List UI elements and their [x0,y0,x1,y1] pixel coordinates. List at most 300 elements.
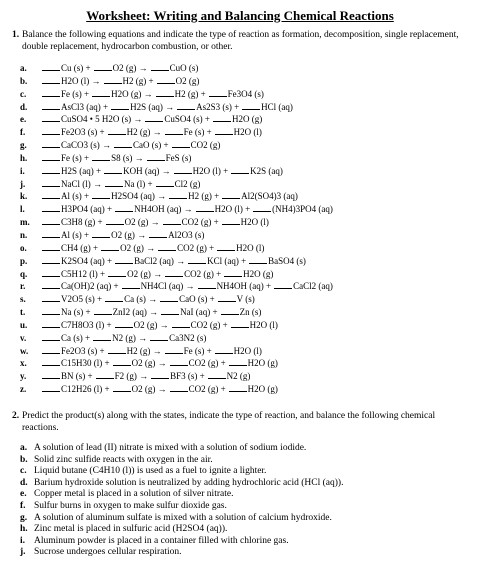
equation-terms [42,101,296,114]
equation-term: V (s) [236,294,255,305]
equation-term: NH4OH (aq) + [216,281,272,292]
equation-term: H2O (l) [240,217,269,228]
prediction-letter: a. [20,443,28,453]
coefficient-blank[interactable] [93,332,111,341]
equation-term: BaCl2 (aq) → [134,255,186,266]
prediction-text: A solution of aluminum sulfate is mixed with a solution of calcium hydroxide. [34,512,332,523]
equation-letter: y. [20,371,27,382]
equation-term: NH4Cl (aq) → [140,281,195,292]
equation-term: NaI (aq) + [180,307,218,318]
coefficient-blank[interactable] [174,165,192,174]
coefficient-blank[interactable] [115,255,133,264]
equation-letter: f. [20,127,26,138]
equation-term: H2 (g) → [126,127,162,138]
equation-term: Fe (s) + [61,88,90,99]
coefficient-blank[interactable] [165,126,183,135]
equation-letter: a. [20,63,27,73]
coefficient-blank[interactable] [94,306,112,315]
coefficient-blank[interactable] [170,383,188,392]
equation-terms [42,62,201,75]
equation-term: F2 (g) → [114,371,149,382]
equation-term: O2 (g) → [120,242,156,253]
equation-terms [42,126,265,139]
coefficient-blank[interactable] [42,293,60,302]
equation-letter: r. [20,281,26,292]
equation-term: H2 (g) → [126,345,162,356]
equation-row [22,88,462,101]
coefficient-blank[interactable] [165,345,183,354]
equation-term: Al (s) + [61,229,90,240]
equation-term: H2O (g) [247,384,278,395]
coefficient-blank[interactable] [42,62,60,71]
coefficient-blank[interactable] [108,268,126,277]
coefficient-blank[interactable] [215,126,233,135]
equation-terms [42,216,272,229]
equation-terms [42,88,267,101]
equation-row [22,126,462,139]
equation-terms [42,190,301,203]
equation-term: CO2 (g) + [188,384,226,395]
equation-term: Fe3O4 (s) [227,88,264,99]
coefficient-blank[interactable] [188,255,206,264]
coefficient-blank[interactable] [101,242,119,251]
coefficient-blank[interactable] [208,370,226,379]
equation-term: H2O (l) [236,242,265,253]
coefficient-blank[interactable] [42,88,60,97]
equation-term: KOH (aq) → [123,165,171,176]
equation-term: V2O5 (s) + [61,294,103,305]
equation-term: H3PO4 (aq) + [61,204,113,215]
equation-row [22,216,462,229]
coefficient-blank[interactable] [217,242,235,251]
equation-term: N2 (g) → [112,332,148,343]
equation-term: Ca (s) → [124,294,158,305]
prediction-text: Liquid butane (C4H10 (l)) is used as a fuel to ignite a lighter. [34,466,267,477]
coefficient-blank[interactable] [92,229,110,238]
equation-terms [42,357,281,370]
equation-terms [42,113,265,126]
equation-term: H2O (g) [243,268,274,279]
coefficient-blank[interactable] [104,165,122,174]
equation-term: Al2(SO4)3 (aq) [241,191,298,202]
coefficient-blank[interactable] [105,293,123,302]
prediction-text: Sulfur burns in oxygen to make sulfur dioxide gas. [34,500,227,511]
coefficient-blank[interactable] [209,88,227,97]
equation-term: CO2 (g) + [190,319,228,330]
equation-terms [42,178,203,191]
coefficient-blank[interactable] [42,383,60,392]
coefficient-blank[interactable] [229,383,247,392]
coefficient-blank[interactable] [160,293,178,302]
prediction-text: Barium hydroxide solution is neutralized by adding hydrochloric acid (HCl (aq)). [34,477,344,488]
equation-letter: g. [20,140,27,151]
question-2-text: Predict the product(s) along with the states, indicate the type of reaction, and balance the following chemical reactions. [22,411,436,433]
coefficient-blank[interactable] [42,178,60,187]
coefficient-blank[interactable] [113,357,131,366]
equation-term: Fe (s) + [183,127,212,138]
equation-row [22,165,462,178]
coefficient-blank[interactable] [42,242,60,251]
equation-terms [42,255,309,268]
prediction-text: Sucrose undergoes cellular respiration. [34,547,182,558]
prediction-letter: e. [20,489,27,500]
coefficient-blank[interactable] [42,306,60,315]
equation-term: C5H12 (l) + [61,268,106,279]
equation-row [22,255,462,268]
coefficient-blank[interactable] [221,306,239,315]
coefficient-blank[interactable] [172,319,190,328]
equation-term: H2O (l) → [61,75,101,86]
equation-term: H2O (g) [247,358,278,369]
coefficient-blank[interactable] [42,268,60,277]
equation-letter: k. [20,191,28,202]
equation-list [22,62,462,396]
coefficient-blank[interactable] [42,165,60,174]
coefficient-blank[interactable] [92,88,110,97]
coefficient-blank[interactable] [157,75,175,84]
coefficient-blank[interactable] [249,255,267,264]
equation-term: Fe2O3 (s) + [61,345,105,356]
coefficient-blank[interactable] [42,152,60,161]
coefficient-blank[interactable] [42,319,60,328]
coefficient-blank[interactable] [42,203,60,212]
coefficient-blank[interactable] [42,345,60,354]
prediction-letter: i. [20,535,26,546]
equation-term: Fe (s) + [61,152,90,163]
equation-row [22,190,462,203]
coefficient-blank[interactable] [145,113,163,122]
equation-term: NaCl (l) → [61,178,102,189]
coefficient-blank[interactable] [114,139,132,148]
equation-term: H2O (g) → [111,88,153,99]
coefficient-blank[interactable] [224,268,242,277]
coefficient-blank[interactable] [108,126,126,135]
coefficient-blank[interactable] [196,203,214,212]
equation-term: BF3 (s) + [170,371,205,382]
equation-terms [42,383,281,396]
equation-terms [42,293,258,306]
prediction-item [22,536,462,548]
prediction-letter: j. [20,547,26,558]
equation-letter: h. [20,152,28,163]
coefficient-blank[interactable] [42,126,60,135]
coefficient-blank[interactable] [115,319,133,328]
prediction-item [22,478,462,490]
equation-term: CO2 (g) + [177,242,215,253]
equation-term: Ca3N2 (s) [169,332,207,343]
equation-row [22,345,462,358]
coefficient-blank[interactable] [222,190,240,199]
equation-letter: w. [20,345,29,356]
equation-term: CO2 (g) + [181,217,219,228]
prediction-item [22,466,462,478]
equation-term: CaCl2 (aq) [293,281,333,292]
equation-term: KCl (aq) + [207,255,247,266]
coefficient-blank[interactable] [92,190,110,199]
equation-letter: z. [20,384,27,395]
prediction-text: A solution of lead (II) nitrate is mixed with a solution of sodium iodide. [34,443,307,453]
equation-row [22,319,462,332]
equation-row [22,357,462,370]
coefficient-blank[interactable] [42,139,60,148]
coefficient-blank[interactable] [161,306,179,315]
equation-term: BN (s) + [61,371,93,382]
equation-term: H2O (l) [249,319,278,330]
equation-row [22,242,462,255]
equation-term: C12H26 (l) + [61,384,110,395]
equation-term: O2 (g) [175,75,200,86]
prediction-item [22,455,462,467]
equation-term: O2 (g) → [111,229,147,240]
coefficient-blank[interactable] [105,178,123,187]
equation-term: (NH4)3PO4 (aq) [272,204,333,215]
equation-letter: o. [20,242,27,253]
equation-term: H2S (aq) + [61,165,102,176]
equation-terms [42,139,223,152]
coefficient-blank[interactable] [231,319,249,328]
equation-row [22,229,462,242]
equation-terms [42,203,336,216]
equation-letter: b. [20,75,28,86]
coefficient-blank[interactable] [222,216,240,225]
equation-terms [42,319,281,332]
equation-term: H2O (g) [232,114,263,125]
equation-letter: m. [20,217,30,228]
equation-row [22,280,462,293]
coefficient-blank[interactable] [42,101,60,110]
equation-term: O2 (g) → [127,268,163,279]
prediction-letter: b. [20,454,28,465]
equation-term: N2 (g) [226,371,251,382]
equation-term: Al (s) + [61,191,90,202]
equation-letter: d. [20,101,28,112]
coefficient-blank[interactable] [42,190,60,199]
prediction-item [22,443,462,455]
coefficient-blank[interactable] [229,357,247,366]
equation-terms [42,345,265,358]
equation-term: Fe2O3 (s) + [61,127,105,138]
coefficient-blank[interactable] [151,62,169,71]
equation-term: Ca(OH)2 (aq) + [61,281,119,292]
equation-terms [42,268,276,281]
equation-letter: t. [20,307,26,318]
equation-terms [42,242,267,255]
equation-letter: i. [20,165,25,176]
prediction-letter: h. [20,524,28,535]
coefficient-blank[interactable] [113,383,131,392]
equation-row [22,75,462,88]
coefficient-blank[interactable] [42,229,60,238]
equation-row [22,332,462,345]
equation-term: S8 (s) → [111,152,144,163]
coefficient-blank[interactable] [172,139,190,148]
prediction-item [22,513,462,525]
equation-terms [42,229,207,242]
prediction-item [22,524,462,536]
prediction-list [22,443,462,559]
equation-row [22,268,462,281]
coefficient-blank[interactable] [42,370,60,379]
equation-term: C15H30 (l) + [61,358,110,369]
question-1-text: Balance the following equations and indicate the type of reaction as formation, decomposition, single replacement, double replacement, hydrocarbon combustion, or other. [22,30,459,52]
coefficient-blank[interactable] [215,345,233,354]
equation-letter: x. [20,358,27,369]
equation-term: H2 (g) + [174,88,206,99]
equation-term: CuO (s) [169,63,199,73]
coefficient-blank[interactable] [108,345,126,354]
coefficient-blank[interactable] [163,216,181,225]
equation-term: K2S (aq) [250,165,283,176]
coefficient-blank[interactable] [253,203,271,212]
coefficient-blank[interactable] [218,293,236,302]
equation-term: CO2 (g) + [184,268,222,279]
equation-term: CH4 (g) + [61,242,99,253]
coefficient-blank[interactable] [42,280,60,289]
equation-letter: l. [20,204,25,215]
equation-letter: q. [20,268,28,279]
equation-term: CaCO3 (s) → [61,140,111,151]
coefficient-blank[interactable] [92,152,110,161]
prediction-text: Solid zinc sulfide reacts with oxygen in the air. [34,454,213,465]
equation-term: Zn (s) [239,307,262,318]
equation-term: H2S (aq) → [130,101,175,112]
equation-term: CaO (s) + [179,294,215,305]
equation-term: O2 (g) → [133,319,169,330]
prediction-letter: f. [20,500,26,511]
coefficient-blank[interactable] [94,62,112,71]
prediction-letter: c. [20,466,27,477]
equation-term: CuSO4 • 5 H2O (s) → [61,114,143,125]
coefficient-blank[interactable] [274,280,292,289]
equation-term: C3H8 (g) + [61,217,103,228]
equation-term: CuSO4 (s) + [164,114,210,125]
equation-term: H2 (g) + [122,75,154,86]
coefficient-blank[interactable] [96,370,114,379]
coefficient-blank[interactable] [156,88,174,97]
equation-term: H2 (g) + [188,191,220,202]
equation-term: Cu (s) + [61,63,91,73]
equation-row [22,383,462,396]
equation-row [22,293,462,306]
coefficient-blank[interactable] [42,357,60,366]
prediction-text: Copper metal is placed in a solution of silver nitrate. [34,489,234,500]
equation-row [22,178,462,191]
equation-term: AsCl3 (aq) + [61,101,109,112]
coefficient-blank[interactable] [106,216,124,225]
prediction-text: Aluminum powder is placed in a container filled with chlorine gas. [34,535,289,546]
coefficient-blank[interactable] [165,268,183,277]
coefficient-blank[interactable] [115,203,133,212]
equation-term: Fe (s) + [183,345,212,356]
coefficient-blank[interactable] [104,75,122,84]
equation-letter: j. [20,178,26,189]
coefficient-blank[interactable] [170,357,188,366]
coefficient-blank[interactable] [149,229,167,238]
coefficient-blank[interactable] [158,242,176,251]
equation-row [22,101,462,114]
equation-term: Na (s) + [61,307,91,318]
equation-term: As2S3 (s) + [196,101,240,112]
equation-term: NH4OH (aq) → [134,204,193,215]
equation-row [22,139,462,152]
equation-terms [42,280,336,293]
coefficient-blank[interactable] [42,113,60,122]
equation-term: Ca (s) + [61,332,91,343]
coefficient-blank[interactable] [156,178,174,187]
equation-term: BaSO4 (s) [268,255,306,266]
coefficient-blank[interactable] [169,190,187,199]
equation-letter: s. [20,294,26,305]
equation-term: H2O (l) + [214,204,251,215]
equation-letter: u. [20,319,28,330]
equation-term: O2 (g) → [131,358,167,369]
equation-term: H2SO4 (aq) → [111,191,167,202]
equation-term: FeS (s) [165,152,192,163]
equation-term: K2SO4 (aq) + [61,255,113,266]
coefficient-blank[interactable] [177,101,195,110]
equation-letter: p. [20,255,28,266]
equation-term: ZnI2 (aq) → [112,307,159,318]
prediction-item [22,547,462,559]
equation-terms [42,165,286,178]
equation-term: O2 (g) → [124,217,160,228]
equation-row [22,203,462,216]
coefficient-blank[interactable] [231,165,249,174]
question-2 [12,411,462,434]
coefficient-blank[interactable] [42,255,60,264]
coefficient-blank[interactable] [213,113,231,122]
equation-term: CO2 (g) + [188,358,226,369]
equation-term: Cl2 (g) [174,178,201,189]
equation-letter: c. [20,88,27,99]
prediction-item [22,489,462,501]
equation-term: Al2O3 (s) [168,229,205,240]
equation-term: Na (l) + [124,178,153,189]
equation-row [22,370,462,383]
equation-terms [42,306,264,319]
question-1-number: 1. [12,30,20,40]
coefficient-blank[interactable] [150,332,168,341]
coefficient-blank[interactable] [111,101,129,110]
question-1 [12,30,462,53]
equation-term: O2 (g) → [112,63,148,73]
coefficient-blank[interactable] [242,101,260,110]
worksheet-title: Worksheet: Writing and Balancing Chemical Reactions [86,8,394,23]
equation-terms [42,152,194,165]
equation-row [22,152,462,165]
equation-letter: n. [20,229,28,240]
prediction-letter: d. [20,477,28,488]
equation-terms [42,75,202,88]
coefficient-blank[interactable] [122,280,140,289]
prediction-letter: g. [20,512,28,523]
equation-term: CaO (s) + [133,140,169,151]
equation-term: H2O (l) [233,127,262,138]
equation-term: HCl (aq) [261,101,293,112]
coefficient-blank[interactable] [151,370,169,379]
coefficient-blank[interactable] [147,152,165,161]
equation-row [22,306,462,319]
coefficient-blank[interactable] [42,332,60,341]
equation-term: H2O (l) [233,345,262,356]
coefficient-blank[interactable] [42,75,60,84]
equation-terms [42,370,253,383]
equation-terms [42,332,209,345]
coefficient-blank[interactable] [42,216,60,225]
equation-term: O2 (g) → [131,384,167,395]
equation-term: H2O (l) + [192,165,229,176]
coefficient-blank[interactable] [198,280,216,289]
